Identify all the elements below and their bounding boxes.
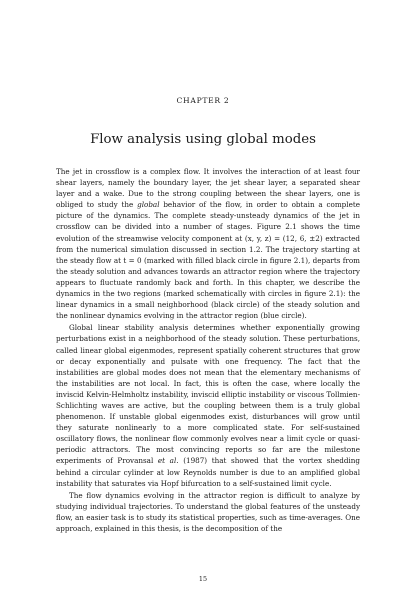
paragraph-1-segment: The jet in crossflow is a complex flow. It involves the interaction of at least four shear layers, namely the boundary layer, the jet shear layer, a separated shear layer and a wake. Due to the strong coupling between the shear layers, one is obliged to study the [56, 167, 360, 210]
paragraph-3-segment: The flow dynamics evolving in the attractor region is difficult to analyze by studying individual trajectories. To understand the global features of the unsteady flow, an easier task is to study its statistical properties, such as time-averages. One approach, explained in this thesis, is the decomposition of the [56, 490, 360, 533]
paragraph-2 [56, 322, 360, 488]
chapter-label: CHAPTER 2 [176, 96, 230, 105]
paragraph-1 [56, 166, 360, 321]
page-number: 15 [198, 575, 208, 583]
paragraph-1-segment: behavior of the flow, in order to obtain a complete picture of the dynamics. The complete steady-unsteady dynamics of the jet in crossflow can be divided into a number of stages. Figure 2.1 shows the time evolution of the streamwise velocity component at (x, y, z) = (12, 6, ±2) extracted from the numerical simulation discussed in section 1.2. The trajectory starting at the steady flow at t = 0 (marked with filled black circle in figure 2.1), departs from the steady solution and advances towards an attractor region where the trajectory appears to fluctuate randomly back and forth. In this chapter, we describe the dynamics in the two regions (marked schematically with circles in figure 2.1): the linear dynamics in a small neighborhood (black circle) of the steady solution and the nonlinear dynamics evolving in the attractor region (blue circle). [56, 200, 360, 321]
paragraph-2-segment: Global linear stability analysis determines whether exponentially growing perturbations exist in a neighborhood of the steady solution. These perturbations, called linear global eigenmodes, represent spatially coherent structures that grow or decay exponentially and pulsate with one frequency. The fact that the instabilities are global modes does not mean that the elementary mechanisms of the instabilities are not local. In fact, this is often the case, where locally the inviscid Kelvin-Helmholtz instability, inviscid elliptic instability or viscous Tollmien-Schlichting waves are active, but the coupling between them is a truly global phenomenon. If unstable global eigenmodes exist, disturbances will grow until they saturate nonlinearly to a more complicated state. For self-sustained oscillatory flows, the nonlinear flow commonly evolves near a limit cycle or quasi-periodic attractors. The most convincing reports so far are the milestone experiments of Provansal [56, 323, 360, 466]
paragraph-3 [56, 490, 360, 534]
body-text [56, 166, 360, 535]
paragraph-1-emphasis: global [137, 200, 160, 210]
paragraph-2-segment: (1987) that showed that the vortex shedding behind a circular cylinder at low Reynolds number is due to an amplified global instability that saturates via Hopf bifurcation to a self-sustained limit cycle. [56, 456, 361, 488]
chapter-title: Flow analysis using global modes [90, 132, 316, 147]
paragraph-2-emphasis: et al. [157, 456, 179, 466]
